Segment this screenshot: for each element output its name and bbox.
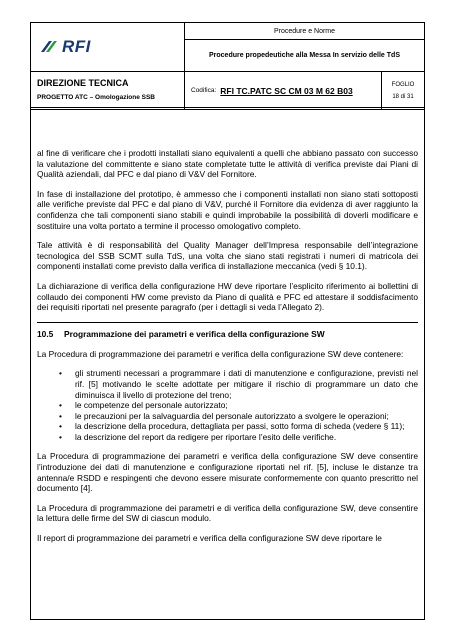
paragraph-2: In fase di installazione del prototipo, è ammesso che i componenti installati non siano stati sottoposti alle verifiche previste dal PFC e dal piano di V&V, purché il Fornitore dia evidenza di aver raggiunto la confidenza che tali componenti siano stabili e quindi improbabile la possibilità di doverli modificare e sostituire una volta portato a termine il processo omologativo completo. <box>37 188 418 231</box>
document-title: Procedure propedeutiche alla Messa In servizio delle TdS <box>208 52 400 59</box>
paragraph-3: Tale attività è di responsabilità del Quality Manager dell’Impresa responsabile dell’integrazione tecnologica del SSB SCMT sulla TdS, una volta che siano stati registrati i numeri di matricola dei componenti installati come previsto dalla verifica di installazione meccanica (vedi § 10.1). <box>37 240 418 272</box>
list-item: • la descrizione della procedura, dettagliata per passi, sotto forma di scheda (vedere § 11); <box>75 421 418 432</box>
logo-cell <box>31 23 185 71</box>
paragraph-6: La Procedura di programmazione dei parametri e verifica della configurazione SW deve consentire l’introduzione dei dati di manutenzione e configurazione riportati nel rif. [5], incluse le distanze tra antenna/e RSDD e respingenti che devono essere misurate conformemente con quanto prescritto nel documento [4]. <box>37 451 418 494</box>
logo-text: RFI <box>62 37 91 56</box>
codifica-cell <box>185 72 382 109</box>
direction-label: DIREZIONE TECNICA <box>37 78 129 88</box>
direction-cell <box>31 72 185 109</box>
rfi-logo-icon <box>39 38 59 56</box>
list-item: • le competenze del personale autorizzato; <box>75 400 418 411</box>
list-item: • la descrizione del report da redigere per riportare l’esito delle verifiche. <box>75 432 418 443</box>
paragraph-7: La Procedura di programmazione dei parametri e di verifica della configurazione SW, deve consentire la lettura delle firme del SW di ciascun modulo. <box>37 502 418 524</box>
document-body <box>30 107 425 620</box>
paragraph-5: La Procedura di programmazione dei parametri e verifica della configurazione SW deve contenere: <box>37 348 404 359</box>
codifica-value: RFI TC.PATC SC CM 03 M 62 B03 <box>220 85 353 96</box>
title-cell <box>185 23 424 71</box>
list-item: • gli strumenti necessari a programmare i dati di manutenzione e configurazione, previsti nel rif. [5] motivando le scelte adottate per mitigare il rischio di programmare un dato che diminuisca il livello di protezione del treno; <box>75 368 418 400</box>
section-heading <box>37 322 418 339</box>
paragraph-1: al fine di verificare che i prodotti installati siano equivalenti a quelli che abbiano passato con successo la valutazione del committente e siano state completate tutte le attività di verifica previste dai Piani di Qualità aziendali, dal PFC e dal piano di V&V del Fornitore. <box>37 148 418 180</box>
page-number: 18 di 31 <box>392 93 414 100</box>
list-item: • le precauzioni per la salvaguardia del personale autorizzato a svolgere le operazioni; <box>75 411 418 422</box>
section-title: Programmazione dei parametri e verifica della configurazione SW <box>64 328 325 339</box>
document-header <box>30 22 425 110</box>
header-category: Procedure e Norme <box>185 23 424 40</box>
header-top-row <box>31 23 424 72</box>
header-bottom-row <box>31 72 424 109</box>
project-label: PROGETTO ATC – Omologazione SSB <box>37 94 155 101</box>
codifica-label: Codifica: <box>191 87 217 94</box>
section-number: 10.5 <box>37 328 54 339</box>
paragraph-8: Il report di programmazione dei parametri e verifica della configurazione SW deve riportare le <box>37 533 382 544</box>
requirements-list <box>37 368 418 442</box>
foglio-label: FOGLIO <box>391 81 415 88</box>
paragraph-4: La dichiarazione di verifica della configurazione HW deve riportare l’esplicito riferimento ai bollettini di collaudo dei componenti HW come previsto da Piano di qualità e PFC ed attestare il soddisfacimento dei requisiti riportati nel presente paragrafo (per i dettagli si veda l’Allegato 2). <box>37 280 418 313</box>
foglio-cell <box>382 72 424 109</box>
